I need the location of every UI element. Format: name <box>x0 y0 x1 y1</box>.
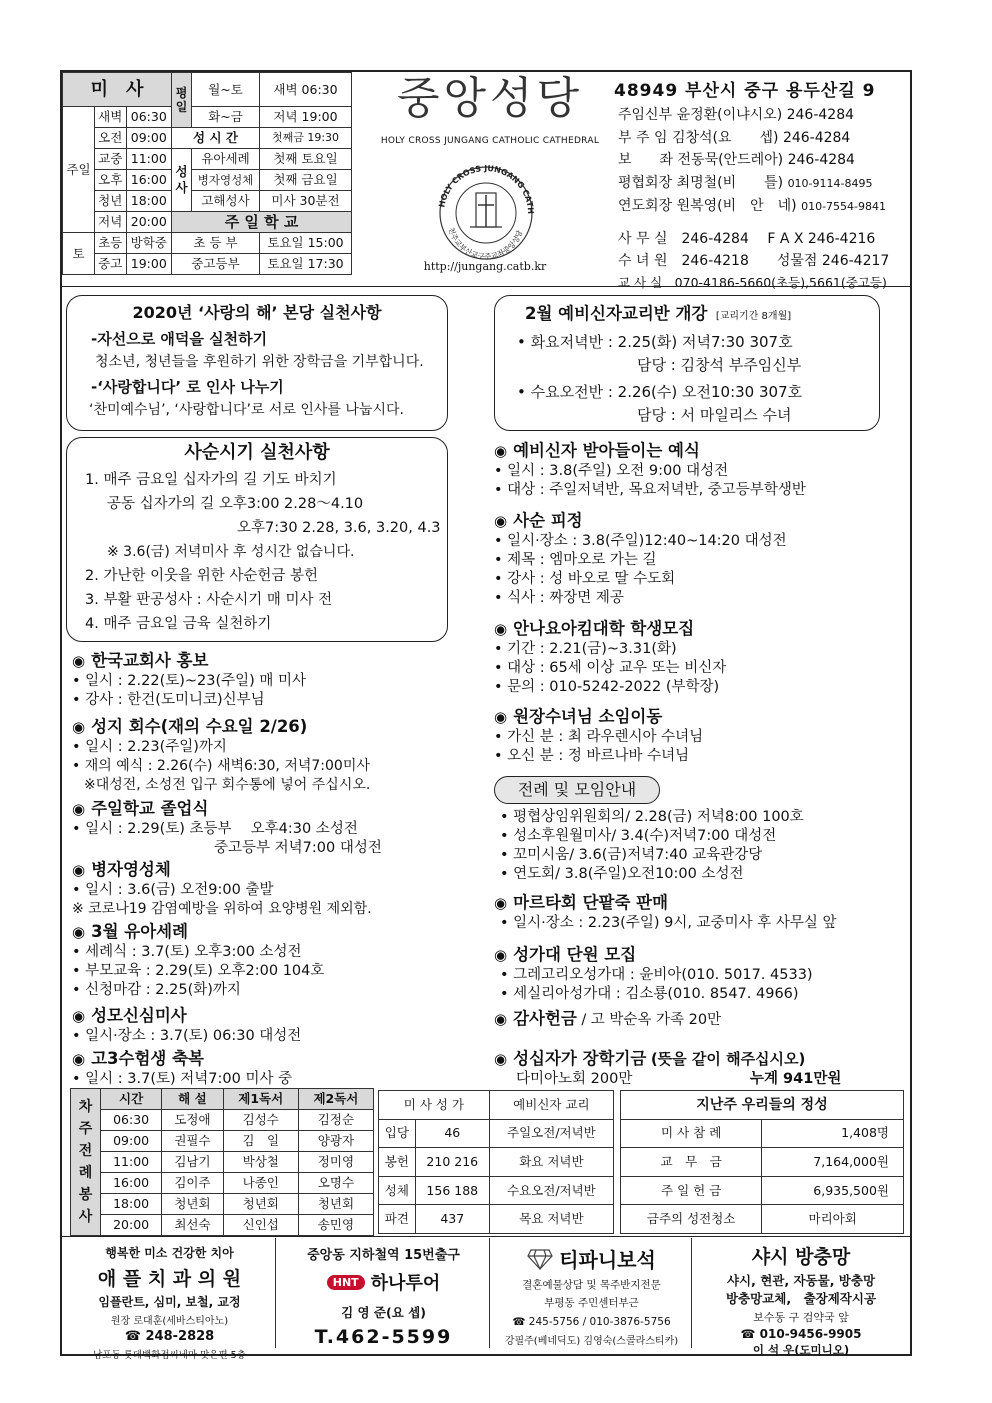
svg-text:천주교부산교구주교좌중앙성당 <box>447 226 525 261</box>
contact-role: 연도회장 <box>618 198 673 214</box>
service-side-label: 차주전례봉사 <box>71 1089 101 1236</box>
liturgy-line: • 연도회/ 3.8(주일)오전10:00 소성전 <box>500 866 744 882</box>
sacrament-value-1: 첫째 금요일 <box>260 170 352 191</box>
contact-name: 원복영(비 안 네) <box>676 198 797 214</box>
school-name-1: 중고등부 <box>172 254 260 275</box>
school-name-0: 초 등 부 <box>172 233 260 254</box>
notice-title: ◉ 성지 회수(재의 수요일 2/26) <box>72 717 308 736</box>
bullseye-icon: ◉ <box>72 1007 86 1025</box>
practice-item-body: ‘찬미예수님’, ‘사랑합니다’로 서로 인사를 나눕시다. <box>89 402 404 418</box>
notice-title: ◉ 성가대 단원 모집 <box>494 945 637 964</box>
table-row: 봉헌 210 216 화요 저녁반 <box>379 1148 614 1177</box>
lent-line: 1. 매주 금요일 십자가의 길 기도 바치기 <box>85 472 337 488</box>
church-url[interactable]: http://jungang.catb.kr <box>423 260 547 273</box>
bullseye-icon: ◉ <box>494 946 508 964</box>
sunday-time-3: 16:00 <box>126 170 172 191</box>
catechumen-teacher: 담당 : 서 마일리스 수녀 <box>637 406 792 424</box>
dental-name: 애 플 치 과 의 원 <box>97 1268 242 1290</box>
music-header: 미 사 성 가 <box>379 1091 490 1120</box>
sunday-time-5: 20:00 <box>126 212 172 233</box>
jewelry-desc: 결혼예물상담 및 목주반지전문 <box>522 1279 661 1291</box>
notice-line: ※ 코로나19 감염예방을 위하여 요양병원 제외함. <box>72 901 372 917</box>
service-header: 해 설 <box>162 1089 224 1110</box>
sacrament-value-2: 미사 30분전 <box>260 191 352 212</box>
saturday-time-0: 방학중 <box>126 233 172 254</box>
notice-line: • 일시·장소 : 3.8(주일)12:40~14:20 대성전 <box>494 533 787 549</box>
contact-phone: 246-4284 <box>782 129 851 146</box>
holy-hour-label: 성 시 간 <box>172 128 260 149</box>
convent-phone: 수 녀 원 246-4218 성물점 246-4217 <box>618 252 890 269</box>
screen-line1: 샤시, 현관, 자동물, 방충망 <box>726 1273 876 1288</box>
notice-line: • 일시 : 3.8(주일) 오전 9:00 대성전 <box>494 463 729 479</box>
sunday-name-4: 청년 <box>95 191 127 212</box>
liturgy-line: • 성소후원월미사/ 3.4(수)저녁7:00 대성전 <box>500 828 777 844</box>
weekday-time-0: 새벽 06:30 <box>260 73 352 107</box>
school-value-1: 토요일 17:30 <box>260 254 352 275</box>
notice-title: ◉ 병자영성체 <box>72 860 171 879</box>
screen-name: 샤시 방충망 <box>751 1246 851 1268</box>
catechism-header: 예비신자 교리 <box>489 1091 613 1120</box>
sunday-school-label: 주 일 학 교 <box>172 212 352 233</box>
notice-title: ◉ 마르타회 단팥죽 판매 <box>494 893 669 912</box>
notice-title: ◉ 성모신심미사 <box>72 1006 187 1025</box>
table-row: 성체 156 188 수요오전/저녁반 <box>379 1176 614 1205</box>
scholarship-values <box>494 1070 904 1090</box>
notice-section <box>72 859 472 921</box>
notice-line: • 식사 : 짜장면 제공 <box>494 590 624 606</box>
contact-row <box>618 127 908 150</box>
jewelry-brand-row <box>492 1244 691 1273</box>
catechumen-teacher: 담당 : 김창석 부주임신부 <box>637 356 802 374</box>
service-section <box>70 1088 374 1236</box>
table-row: 20:00 최선숙 신인섭 송민영 <box>71 1215 374 1236</box>
notice-line: • 강사 : 성 바오로 딸 수도회 <box>494 571 676 587</box>
seal-inner-text: 천주교부산교구주교좌중앙성당 <box>446 226 525 262</box>
notice-section <box>494 440 904 510</box>
liturgy-line: • 평협상임위원회의/ 2.28(금) 저녁8:00 100호 <box>500 809 804 825</box>
table-row: 미 사 참 례 1,408명 <box>621 1119 904 1148</box>
sacrament-label: 성사 <box>172 149 192 212</box>
contact-name: 김창석(요 셉) <box>671 129 779 146</box>
contact-role: 보 좌 <box>618 152 674 168</box>
sunday-name-3: 오후 <box>95 170 127 191</box>
notice-section <box>494 944 904 1008</box>
offering-header: 지난주 우리들의 정성 <box>621 1091 904 1120</box>
table-row: 교 무 금 7,164,000원 <box>621 1148 904 1177</box>
screen-owner: 이 석 우(도미니오) <box>752 1343 850 1357</box>
ad-travel <box>278 1238 490 1348</box>
practice-item-head: -자선으로 애덕을 실천하기 <box>91 330 268 348</box>
hanatour-logo-icon: HNT <box>327 1275 365 1290</box>
contact-name: 최명철(비 틀) <box>676 174 784 191</box>
bullseye-icon: ◉ <box>72 923 86 941</box>
travel-agent: 김 영 준(요 셉) <box>341 1305 426 1320</box>
bullseye-icon: ◉ <box>494 512 508 530</box>
catechumen-note: [교리기간 8개월] <box>715 311 792 322</box>
sunday-name-0: 새벽 <box>95 107 127 128</box>
notice-section <box>72 1005 472 1048</box>
notice-line: • 가신 분 : 최 라우렌시아 수녀님 <box>494 729 704 745</box>
table-row: 06:30 도정애 김성수 김정순 <box>71 1110 374 1131</box>
screen-addr: 보수동 구 검약국 앞 <box>753 1311 849 1324</box>
contact-role: 부 주 임 <box>618 129 668 146</box>
notice-section <box>72 716 472 798</box>
saturday-name-0: 초등 <box>95 233 127 254</box>
catechumen-class: • 수요오전반 : 2.26(수) 오전10:30 307호 <box>517 383 803 401</box>
scholarship-title: ◉ 성십자가 장학기금 <box>494 1049 647 1068</box>
table-row: 주 일 헌 금 6,935,500원 <box>621 1176 904 1205</box>
table-row: 입당 46 주일오전/저녁반 <box>379 1119 614 1148</box>
travel-brand: 하나투어 <box>370 1273 441 1294</box>
contact-phone: 246-4284 <box>786 107 855 123</box>
table-row: 파견 437 목요 저녁반 <box>379 1205 614 1234</box>
liturgy-line: • 꼬미시움/ 3.6(금)저녁7:40 교육관강당 <box>500 847 763 863</box>
bullseye-icon: ◉ <box>494 442 508 460</box>
saturday-name-1: 중고 <box>95 254 127 275</box>
notice-line: • 신청마감 : 2.25(화)까지 <box>72 982 241 998</box>
sacrament-name-2: 고해성사 <box>192 191 260 212</box>
lent-line: 오후7:30 2.28, 3.6, 3.20, 4.3 <box>237 520 441 536</box>
notice-title: ◉ 예비신자 받아들이는 예식 <box>494 441 700 460</box>
mass-table <box>62 72 352 275</box>
notice-line: • 일시·장소 : 2.23(주일) 9시, 교중미사 후 사무실 앞 <box>500 915 837 931</box>
holy-hour-value: 첫째금 19:30 <box>260 128 352 149</box>
ad-jewelry <box>492 1238 692 1348</box>
sunday-name-1: 오전 <box>95 128 127 149</box>
sunday-name-5: 저녁 <box>95 212 127 233</box>
sunday-time-4: 18:00 <box>126 191 172 212</box>
notice-line: • 문의 : 010-5242-2022 (부학장) <box>494 679 720 695</box>
contact-row <box>618 195 908 219</box>
table-row: 금주의 성전청소 마리아회 <box>621 1205 904 1234</box>
screen-phone: ☎ 010-9456-9905 <box>740 1327 862 1341</box>
contact-name: 윤정환(이냐시오) <box>676 107 783 123</box>
notice-title: ◉ 사순 피정 <box>494 511 583 530</box>
notice-title: ◉ 한국교회사 홍보 <box>72 651 209 670</box>
service-header: 제2독서 <box>298 1089 373 1110</box>
jewelry-org: 부평동 주민센터부근 <box>544 1297 639 1309</box>
right-sections <box>494 440 904 772</box>
ad-screen <box>694 1238 908 1357</box>
sunday-label: 주일 <box>63 107 95 233</box>
bullseye-icon: ◉ <box>494 708 508 726</box>
table-row: 09:00 권필수 김 일 양광자 <box>71 1131 374 1152</box>
weekday-day-0: 월~토 <box>192 73 260 107</box>
notice-line: • 기간 : 2.21(금)~3.31(화) <box>494 641 677 657</box>
scholarship-section <box>494 1048 904 1090</box>
contact-row <box>618 172 908 196</box>
notice-section <box>72 650 472 716</box>
bullseye-icon: ◉ <box>494 1010 508 1028</box>
seal-icon <box>426 155 546 263</box>
bullseye-icon: ◉ <box>494 620 508 638</box>
church-address: 48949 부산시 중구 용두산길 9 <box>614 81 876 101</box>
sunday-time-1: 09:00 <box>126 128 172 149</box>
dental-phone: ☎ 248-2828 <box>124 1329 215 1344</box>
office-phone: 사 무 실 246-4284 F A X 246-4216 <box>618 230 876 247</box>
contact-phone: 010-7554-9841 <box>801 200 887 213</box>
travel-phone: T.462-5599 <box>314 1326 453 1348</box>
notice-section <box>494 706 904 772</box>
lent-line: 공동 십자가의 길 오후3:00 2.28～4.10 <box>107 496 364 512</box>
contact-row <box>618 104 908 127</box>
screen-line2: 방충망교체, 출장제작시공 <box>725 1291 877 1306</box>
notice-line: 중고등부 저녁7:00 대성전 <box>214 840 382 856</box>
teacher-phone: 교 사 실 070-4186-5660(초등),5661(중고등) <box>618 274 887 290</box>
saturday-time-1: 19:00 <box>126 254 172 275</box>
notice-line: • 강사 : 한건(도미니코)신부님 <box>72 692 265 708</box>
lent-line: 2. 가난한 이웃을 위한 사순헌금 봉헌 <box>85 568 318 584</box>
lent-title: 사순시기 실천사항 <box>184 442 330 463</box>
sacrament-name-1: 병자영성체 <box>192 170 260 191</box>
scholarship-note: (뜻을 같이 해주십시오) <box>650 1050 806 1068</box>
dental-slogan: 행복한 미소 건강한 치아 <box>105 1246 234 1260</box>
table-row: 11:00 김남기 박상철 정미영 <box>71 1152 374 1173</box>
dental-director: 원장 로대훈(세바스티아노) <box>110 1316 229 1327</box>
jewelry-owners: 강필주(베네딕도) 김영숙(스콜라스티카) <box>504 1336 679 1347</box>
diamond-icon <box>527 1248 553 1270</box>
notice-line: • 대상 : 65세 이상 교우 또는 비신자 <box>494 660 727 676</box>
scholarship-donor: 다미아노회 200만 <box>516 1071 633 1087</box>
jewelry-name: 티파니보석 <box>559 1248 656 1272</box>
service-header: 제1독서 <box>223 1089 298 1110</box>
sacrament-name-0: 유아세례 <box>192 149 260 170</box>
practice-title: 2020년 ‘사랑의 해’ 본당 실천사항 <box>132 303 382 322</box>
notice-line: • 일시 : 2.23(주일)까지 <box>72 739 227 755</box>
notice-line: • 일시 : 3.7(토) 저녁7:00 미사 중 <box>72 1071 293 1087</box>
jewelry-phone: ☎ 245-5756 / 010-3876-5756 <box>512 1316 671 1328</box>
saturday-label: 토 <box>63 233 95 275</box>
dental-services: 임플란트, 심미, 보철, 교정 <box>98 1295 241 1309</box>
practice-item-head: -‘사랑합니다’ 로 인사 나누기 <box>91 378 284 396</box>
table-row: 18:00 청년회 청년회 청년회 <box>71 1194 374 1215</box>
notice-section <box>72 798 472 859</box>
notice-line: • 일시 : 2.22(토)~23(주일) 매 미사 <box>72 673 307 689</box>
notice-section <box>494 892 904 944</box>
notice-line: • 제목 : 엠마오로 가는 길 <box>494 552 657 568</box>
bullseye-icon: ◉ <box>494 894 508 912</box>
contact-row <box>618 149 908 172</box>
service-table <box>70 1088 374 1236</box>
sacrament-value-0: 첫째 토요일 <box>260 149 352 170</box>
thanks-section <box>494 1008 904 1048</box>
liturgy-pill: 전례 및 모임안내 <box>494 776 660 804</box>
left-sections <box>72 650 472 1088</box>
right-sections-2 <box>494 892 904 1090</box>
music-section <box>378 1090 614 1234</box>
travel-brand-row <box>278 1269 489 1295</box>
catechumen-class: • 화요저녁반 : 2.25(화) 저녁7:30 307호 <box>517 333 793 351</box>
notice-line: • 일시 : 2.29(토) 초등부 오후4:30 소성전 <box>72 821 358 837</box>
school-value-0: 토요일 15:00 <box>260 233 352 254</box>
bullseye-icon: ◉ <box>72 1050 86 1068</box>
sunday-name-2: 교중 <box>95 149 127 170</box>
contact-list <box>618 104 908 294</box>
bullseye-icon: ◉ <box>72 652 86 670</box>
lent-line: 3. 부활 판공성사 : 사순시기 매 미사 전 <box>85 592 333 608</box>
notice-line: • 그레고리오성가대 : 윤비아(010. 5017. 4533) <box>500 967 813 983</box>
notice-section <box>72 1048 472 1088</box>
catechumen-title: 2월 예비신자교리반 개강 <box>525 304 708 323</box>
bullseye-icon: ◉ <box>72 718 86 736</box>
notice-section <box>494 510 904 618</box>
practice-2020-box <box>66 295 448 431</box>
ad-dental <box>64 1238 276 1361</box>
sunday-time-2: 11:00 <box>126 149 172 170</box>
contact-role: 주임신부 <box>618 107 673 123</box>
weekday-label: 평일 <box>172 73 192 128</box>
travel-location: 중앙동 지하철역 15번출구 <box>307 1248 460 1263</box>
notice-line: • 재의 예식 : 2.26(수) 새벽6:30, 저녁7:00미사 <box>72 758 370 774</box>
notice-title: ◉ 고3수험생 축복 <box>72 1049 204 1068</box>
lent-line: ※ 3.6(금) 저녁미사 후 성시간 없습니다. <box>107 544 355 560</box>
notice-line: • 세례식 : 3.7(토) 오후3:00 소성전 <box>72 944 302 960</box>
bullseye-icon: ◉ <box>72 800 86 818</box>
notice-line: • 오신 분 : 정 바르나바 수녀님 <box>494 748 690 764</box>
offering-table <box>620 1090 904 1234</box>
contact-phone: 246-4284 <box>787 152 855 168</box>
notice-line: • 일시 : 3.6(금) 오전9:00 출발 <box>72 882 274 898</box>
lent-line: 4. 매주 금요일 금육 실천하기 <box>85 616 272 632</box>
contact-role: 평협회장 <box>618 174 673 191</box>
table-row: 16:00 김이주 나종인 오명수 <box>71 1173 374 1194</box>
sunday-time-0: 06:30 <box>126 107 172 128</box>
notice-title: ◉ 3월 유아세례 <box>72 922 189 941</box>
church-subtitle: HOLY CROSS JUNGANG CATHOLIC CATHEDRAL <box>380 136 600 146</box>
cathedral-seal <box>426 155 546 263</box>
notice-title: ◉ 안나요아킴대학 학생모집 <box>494 619 695 638</box>
music-table <box>378 1090 614 1234</box>
notice-title: ◉ 원장수녀님 소임이동 <box>494 707 663 726</box>
liturgy-list <box>500 808 900 884</box>
offering-section <box>620 1090 904 1234</box>
catechumen-header <box>525 303 879 325</box>
mass-schedule <box>62 72 352 275</box>
lent-box <box>66 437 448 642</box>
notice-line: • 세실리아성가대 : 김소룡(010. 8547. 4966) <box>500 986 799 1002</box>
notice-line: ※대성전, 소성전 입구 회수통에 넣어 주십시오. <box>84 777 371 793</box>
contact-phone: 010-9114-8495 <box>787 176 873 190</box>
notice-section <box>72 921 472 1005</box>
service-header: 시간 <box>101 1089 162 1110</box>
contact-name: 전동묵(안드레아) <box>677 152 784 168</box>
bullseye-icon: ◉ <box>72 861 86 879</box>
header-divider <box>62 286 910 287</box>
weekday-time-1: 저녁 19:00 <box>260 107 352 128</box>
church-title: 중앙성당 <box>396 73 583 124</box>
catechumen-box <box>494 295 880 431</box>
dental-location: 남포동 롯데백화점씨네마 맞은편 5층 <box>93 1350 246 1361</box>
bullseye-icon: ◉ <box>494 1050 508 1068</box>
thanks-title: ◉ 감사헌금 <box>494 1009 577 1028</box>
mass-header: 미 사 <box>63 73 172 107</box>
notice-line: • 대상 : 주일저녁반, 목요저녁반, 중고등부학생반 <box>494 482 806 498</box>
seal-text: HOLY CROSS JUNGANG CATH <box>437 163 536 215</box>
practice-item-body: 청소년, 청년들을 후원하기 위한 장학금을 기부합니다. <box>95 354 424 370</box>
scholarship-header <box>494 1048 904 1070</box>
thanks-value: / 고 박순옥 가족 20만 <box>581 1012 722 1028</box>
notice-line: • 부모교육 : 2.29(토) 오후2:00 104호 <box>72 963 325 979</box>
scholarship-total: 누계 941만원 <box>750 1071 842 1087</box>
notice-title: ◉ 주일학교 졸업식 <box>72 799 209 818</box>
weekday-day-1: 화~금 <box>192 107 260 128</box>
ads-divider <box>62 1236 910 1237</box>
notice-section <box>494 618 904 706</box>
notice-line: • 일시·장소 : 3.7(토) 06:30 대성전 <box>72 1028 302 1044</box>
